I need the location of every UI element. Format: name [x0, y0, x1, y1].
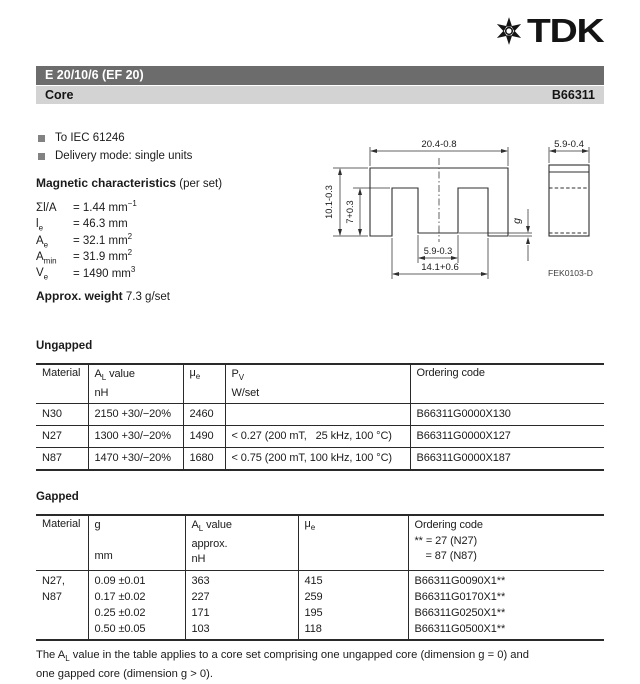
- al-cell: 363 227 171 103: [185, 570, 298, 640]
- magnetic-row: [36, 212, 137, 233]
- col-mu-e: $\mu_e$: [298, 515, 408, 570]
- mu-cell: 1490: [183, 426, 225, 448]
- col-al-value: $A_L$ value nH: [88, 364, 183, 404]
- gapped-header-row: [36, 515, 604, 570]
- value: = 1.44 mm: [73, 201, 128, 214]
- gapped-body-row: [36, 570, 604, 640]
- symbol-sub: e: [43, 239, 49, 249]
- feature-item: [36, 132, 125, 150]
- pv-cell: [225, 404, 410, 426]
- al-cell: 1470 +30/−20%: [88, 448, 183, 471]
- magnetic-row: [36, 245, 137, 266]
- magnetic-characteristics-list: [36, 196, 137, 282]
- symbol-sub: e: [43, 272, 49, 282]
- value-sup: −1: [127, 199, 137, 208]
- symbol: A: [36, 251, 44, 263]
- col-material: Material: [36, 515, 88, 570]
- ordering-cell: B66311G0000X130: [410, 404, 604, 426]
- square-bullet-icon: [38, 153, 45, 160]
- core-dimension-drawing: [300, 126, 630, 286]
- figure-code: FEK0103-D: [548, 268, 593, 278]
- material-cell: N30: [36, 404, 88, 426]
- ungapped-title: Ungapped: [36, 340, 93, 352]
- symbol-sub: min: [43, 256, 57, 266]
- col-gap: g mm: [88, 515, 185, 570]
- series-title: E 20/10/6 (EF 20): [45, 68, 144, 82]
- symbol: V: [36, 267, 44, 280]
- value: = 1490 mm: [73, 267, 131, 280]
- magnetic-row: [36, 196, 137, 212]
- ordering-cell: B66311G0090X1** B66311G0170X1** B66311G0250X1** B66311G0500X1**: [414, 574, 506, 635]
- dim-depth-label: 5.9-0.4: [554, 139, 584, 150]
- al-cell: 2150 +30/−20%: [88, 404, 183, 426]
- dim-center-leg-label: 5.9-0.3: [423, 246, 453, 256]
- gapped-title: Gapped: [36, 491, 79, 503]
- symbol-sub: e: [38, 223, 44, 233]
- table-row: [36, 448, 604, 471]
- material-cell: N27, N87: [36, 570, 88, 640]
- mu-cell: 415 259 195 118: [298, 570, 408, 640]
- weight-value: 7.3 g/set: [122, 291, 170, 303]
- product-bar: [36, 86, 604, 104]
- col-al-value: $A_L$ value approx. nH: [185, 515, 298, 570]
- value-sup: 3: [130, 264, 136, 274]
- symbol: Σl/A: [36, 201, 57, 214]
- value: = 31.9 mm: [73, 251, 128, 263]
- part-number: B66311: [551, 88, 595, 102]
- mu-cell: 2460: [183, 404, 225, 426]
- symbol: l: [36, 218, 39, 231]
- symbol: A: [36, 234, 44, 247]
- feature-text: Delivery mode: single units: [55, 150, 193, 162]
- value: = 32.1 mm: [73, 234, 128, 247]
- al-footnote: [36, 648, 616, 682]
- weight-label: Approx. weight: [36, 289, 123, 303]
- al-cell: 1300 +30/−20%: [88, 426, 183, 448]
- magnetic-characteristics-heading: [36, 176, 222, 190]
- col-pv: $P_V$ W/set: [225, 364, 410, 404]
- square-bullet-icon: [38, 135, 45, 142]
- dim-window-label: 14.1+0.6: [421, 262, 459, 273]
- col-material: Material: [36, 364, 88, 404]
- dim-leg-label: 7+0.3: [345, 200, 355, 224]
- tdk-logo: [494, 12, 604, 49]
- brand-name: TDK: [527, 12, 604, 49]
- gap-cell: 0.09 ±0.01 0.17 ±0.02 0.25 ±0.02 0.50 ±0.05: [88, 570, 185, 640]
- material-cell: N27: [36, 426, 88, 448]
- value-sup: 2: [127, 231, 133, 241]
- ordering-cell: B66311G0000X127: [410, 426, 604, 448]
- magnetic-row: [36, 229, 137, 249]
- heading-bold: Magnetic characteristics: [36, 176, 177, 190]
- ungapped-header-row: [36, 364, 604, 404]
- dim-height-label: 10.1-0.3: [324, 185, 334, 219]
- table-row: [36, 426, 604, 448]
- table-row: [36, 404, 604, 426]
- core-side-outline: [549, 165, 589, 236]
- magnetic-row: [36, 262, 137, 282]
- material-cell: N87: [36, 448, 88, 471]
- dim-width-label: 20.4-0.8: [421, 139, 457, 150]
- gapped-table: [36, 514, 604, 641]
- ungapped-table: [36, 363, 604, 471]
- approx-weight: [36, 289, 170, 303]
- col-mu-e: $\mu_e$: [183, 364, 225, 404]
- footnote-line2: one gapped core (dimension g > 0).: [36, 667, 213, 680]
- gap-symbol-label: g: [511, 218, 523, 224]
- tdk-flower-icon: [494, 16, 524, 46]
- product-name: Core: [45, 88, 74, 102]
- feature-text: To IEC 61246: [55, 132, 125, 144]
- value: = 46.3 mm: [73, 218, 128, 231]
- pv-cell: < 0.27 (200 mT, 25 kHz, 100 °C): [225, 426, 410, 448]
- footnote-line1: The $A_L$ value in the table applies to a core set comprising one ungapped core (dimension g = 0) and: [36, 649, 529, 664]
- heading-normal: (per set): [176, 178, 223, 190]
- col-ordering-code: Ordering code: [410, 364, 604, 404]
- pv-cell: < 0.75 (200 mT, 100 kHz, 100 °C): [225, 448, 410, 471]
- feature-item: [36, 150, 192, 168]
- col-ordering-code: Ordering code ** = 27 (N27) = 87 (N87): [408, 515, 604, 570]
- mu-cell: 1680: [183, 448, 225, 471]
- value-sup: 2: [127, 248, 133, 258]
- series-title-bar: [36, 66, 604, 85]
- ordering-cell: B66311G0000X187: [416, 452, 511, 465]
